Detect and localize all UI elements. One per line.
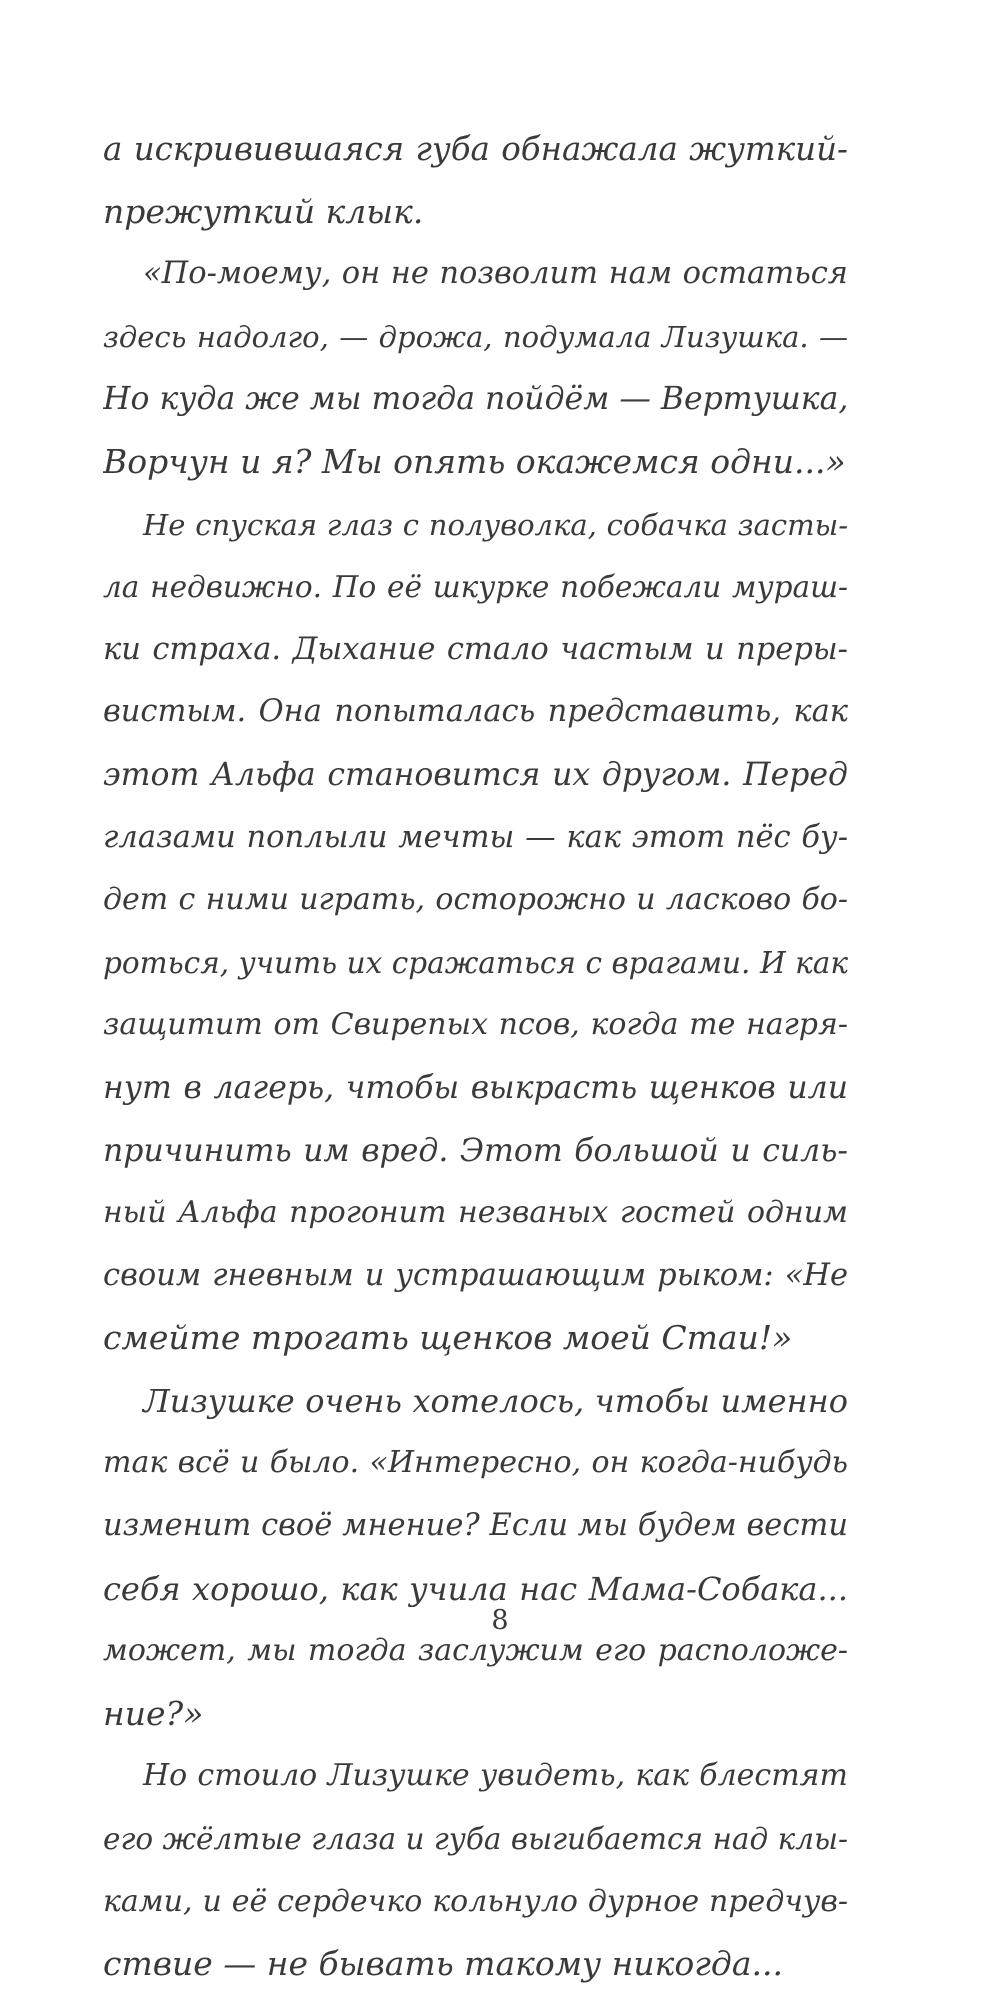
text-line: его жёлтые глаза и губа выгибается над клы- <box>103 1822 848 1857</box>
text-line: ствие — не бывать такому никогда... <box>103 1944 783 1984</box>
text-line: вистым. Она попыталась представить, как <box>103 694 848 730</box>
text-line: так всё и было. «Интересно, он когда-нибудь <box>103 1445 848 1481</box>
text-line: себя хорошо, как учила нас Мама-Собака... <box>103 1569 848 1608</box>
text-line: ние?» <box>103 1693 204 1733</box>
text-line: дет с ними играть, осторожно и ласково бо- <box>103 882 848 918</box>
text-line: Лизушке очень хотелось, чтобы именно <box>143 1381 848 1420</box>
text-line: прежуткий клык. <box>103 191 424 231</box>
text-line: ный Альфа прогонит незваных гостей одним <box>103 1195 848 1231</box>
text-line: своим гневным и устрашающим рыком: «Не <box>103 1257 848 1293</box>
body-text <box>103 118 848 1996</box>
text-line: смейте трогать щенков моей Стаи!» <box>103 1318 793 1358</box>
page-number: 8 <box>491 1605 509 1636</box>
text-line: этот Альфа становится их другом. Перед <box>103 756 848 793</box>
text-line: ла недвижно. По её шкурке побежали мураш- <box>103 570 848 605</box>
text-line: Ворчун и я? Мы опять окажемся одни...» <box>103 441 846 481</box>
text-line: Не спуская глаз с полуволка, собачка засты- <box>143 507 848 542</box>
text-line: может, мы тогда заслужим его расположе- <box>103 1633 848 1669</box>
text-line: здесь надолго, — дрожа, подумала Лизушка. — <box>103 319 848 354</box>
text-line: «По-моему, он не позволит нам остаться <box>143 256 848 292</box>
text-line: ки страха. Дыхание стало частым и преры- <box>103 631 848 667</box>
text-line: нут в лагерь, чтобы выкрасть щенков или <box>103 1069 848 1106</box>
text-line: роться, учить их сражаться с врагами. И как <box>103 945 848 980</box>
text-line: изменит своё мнение? Если мы будем вести <box>103 1508 848 1544</box>
text-line: Но куда же мы тогда пойдём — Вертушка, <box>103 381 848 418</box>
text-line: Но стоило Лизушке увидеть, как блестят <box>143 1758 848 1794</box>
text-line: глазами поплыли мечты — как этот пёс бу- <box>103 819 848 855</box>
text-line: защитит от Свирепых псов, когда те нагря- <box>103 1007 848 1043</box>
text-line: причинить им вред. Этот большой и силь- <box>103 1132 848 1169</box>
text-line: а искривившаяся губа обнажала жуткий- <box>103 130 848 168</box>
text-line: ками, и её сердечко кольнуло дурное предчув- <box>103 1883 848 1919</box>
